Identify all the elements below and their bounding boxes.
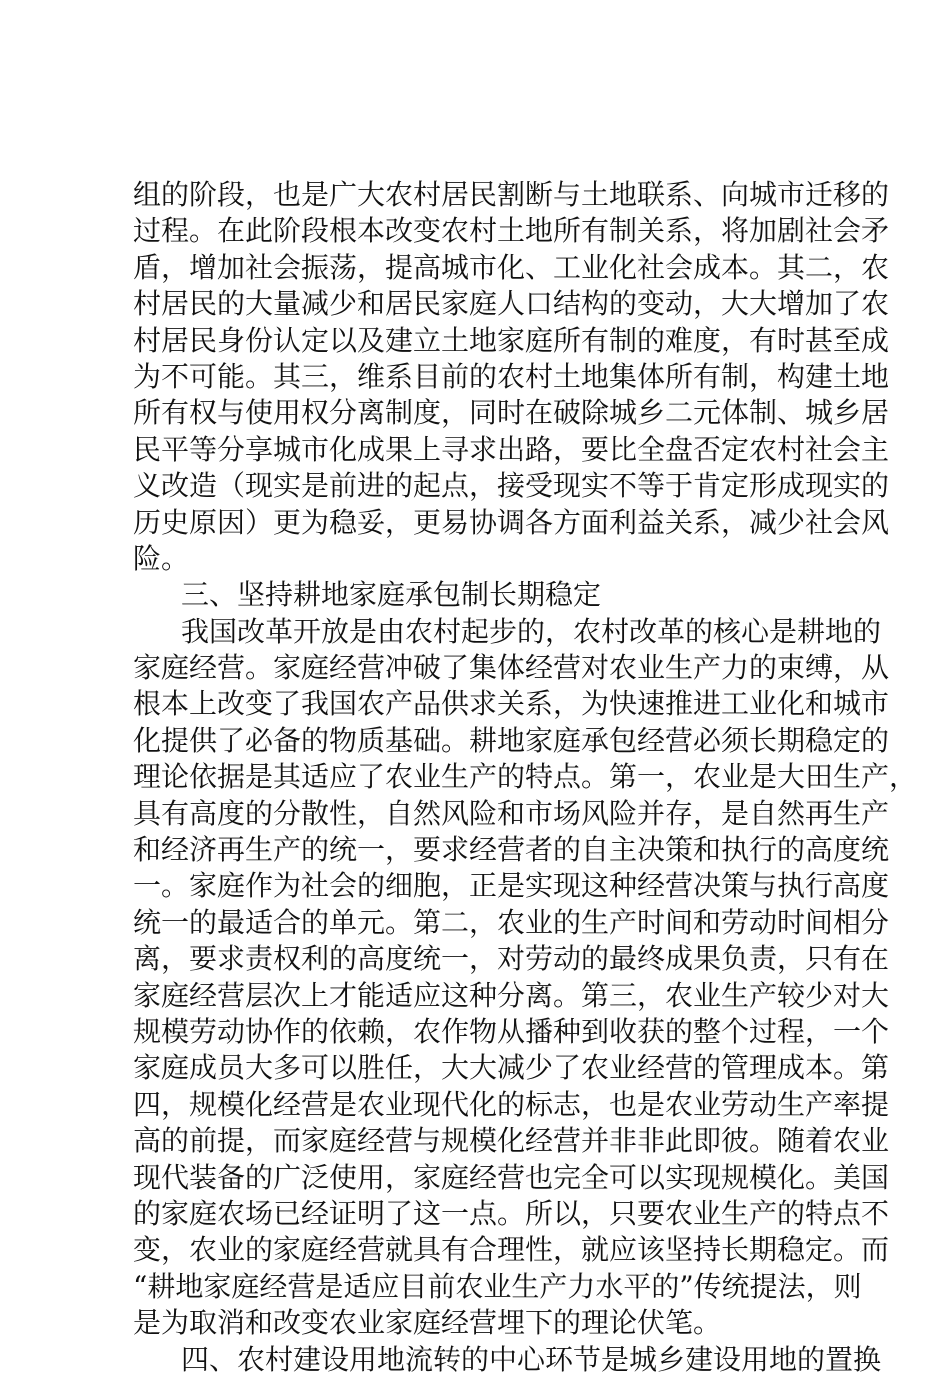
text-line: 理论依据是其适应了农业生产的特点。第一，农业是大田生产， [133,760,918,794]
text-line: 义改造（现实是前进的起点，接受现实不等于肯定形成现实的 [133,469,890,503]
text-line: 村居民的大量减少和居民家庭人口结构的变动，大大增加了农 [133,287,890,321]
text-line: 组的阶段，也是广大农村居民割断与土地联系、向城市迁移的 [133,178,890,211]
text-line: “耕地家庭经营是适应目前农业生产力水平的”传统提法，则 [133,1269,862,1303]
text-line: 高的前提，而家庭经营与规模化经营并非非此即彼。随着农业 [133,1124,890,1158]
text-line: 是为取消和改变农业家庭经营埋下的理论伏笔。 [133,1306,722,1340]
text-line: 化提供了必备的物质基础。耕地家庭承包经营必须长期稳定的 [133,723,890,757]
text-line: 的家庭农场已经证明了这一点。所以，只要农业生产的特点不 [133,1196,890,1230]
text-line: 和经济再生产的统一，要求经营者的自主决策和执行的高度统 [133,833,890,867]
text-line: 所有权与使用权分离制度，同时在破除城乡二元体制、城乡居 [133,396,890,430]
text-line: 根本上改变了我国农产品供求关系，为快速推进工业化和城市 [133,687,890,721]
text-line: 家庭经营层次上才能适应这种分离。第三，农业生产较少对大 [133,978,890,1012]
text-line: 四，规模化经营是农业现代化的标志，也是农业劳动生产率提 [133,1087,890,1121]
text-line: 险。 [133,541,190,575]
text-line: 家庭经营。家庭经营冲破了集体经营对农业生产力的束缚，从 [133,651,890,685]
text-line: 历史原因）更为稳妥，更易协调各方面利益关系，减少社会风 [133,505,890,539]
text-line: 具有高度的分散性，自然风险和市场风险并存，是自然再生产 [133,796,890,830]
text-line: 过程。在此阶段根本改变农村土地所有制关系，将加剧社会矛 [133,214,890,248]
text-line: 一。家庭作为社会的细胞，正是实现这种经营决策与执行高度 [133,869,890,903]
text-line: 离，要求责权利的高度统一，对劳动的最终成果负责，只有在 [133,942,890,976]
text-line: 盾，增加社会振荡，提高城市化、工业化社会成本。其二，农 [133,250,890,284]
text-line: 变，农业的家庭经营就具有合理性，就应该坚持长期稳定。而 [133,1233,890,1267]
text-line: 民平等分享城市化成果上寻求出路，要比全盘否定农村社会主 [133,432,890,466]
text-line: 规模劳动协作的依赖，农作物从播种到收获的整个过程，一个 [133,1014,890,1048]
text-line: 村居民身份认定以及建立土地家庭所有制的难度，有时甚至成 [133,323,890,357]
document-body [133,177,918,1378]
section-heading: 四、农村建设用地流转的中心环节是城乡建设用地的置换 [181,1342,882,1376]
text-line: 家庭成员大多可以胜任，大大减少了农业经营的管理成本。第 [133,1051,890,1085]
text-line: 统一的最适合的单元。第二，农业的生产时间和劳动时间相分 [133,905,890,939]
section-heading: 三、坚持耕地家庭承包制长期稳定 [181,578,602,612]
text-line: 为不可能。其三，维系目前的农村土地集体所有制，构建土地 [133,359,890,393]
text-line: 我国改革开放是由农村起步的，农村改革的核心是耕地的 [181,614,882,648]
text-line: 现代装备的广泛使用，家庭经营也完全可以实现规模化。美国 [133,1160,890,1194]
